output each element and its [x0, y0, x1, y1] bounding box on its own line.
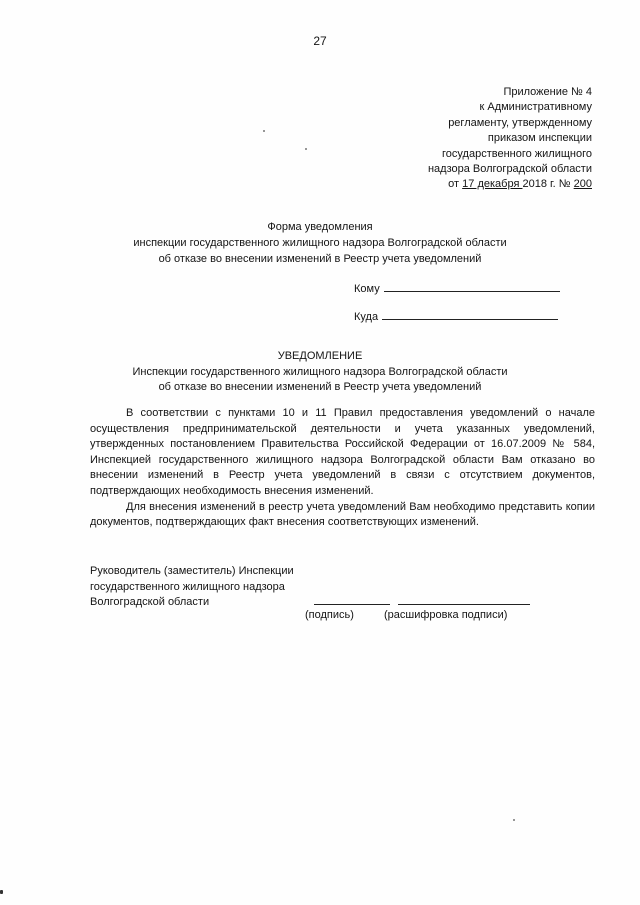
notice-title — [0, 349, 640, 396]
notice-title-line: Инспекции государственного жилищного надзора Волгоградской области — [132, 365, 508, 378]
signer-block — [90, 564, 294, 611]
appendix-line: государственного жилищного — [442, 147, 592, 160]
scan-speck — [513, 819, 515, 821]
page-number: 27 — [313, 34, 327, 48]
appendix-line: приказом инспекции — [487, 132, 592, 145]
signature-blank — [314, 604, 390, 605]
address-field — [354, 309, 558, 323]
recipient-blank — [384, 281, 560, 292]
scan-speck — [263, 130, 265, 132]
notice-title-line: об отказе во внесении изменений в Реестр учета уведомлений — [158, 381, 482, 393]
appendix-line: надзора Волгоградской области — [427, 163, 592, 176]
appendix-header — [428, 85, 592, 193]
order-number: 200 — [573, 178, 592, 191]
notice-body — [90, 406, 595, 531]
body-paragraph: В соответствии с пунктами 10 и 11 Правил предоставления уведомлений о начале осуществления предпринимательской деятельности и учета указанных уведомлений, утвержденных постановлением Правительства Российской Федерации от 16.07.2009 № 584, Инспекцией государственного жилищного надзора Волгоградской области Вам отказано во внесении изменений в Реестр учета уведомлений в связи с отсутствием документов, подтверждающих необходимость внесения изменений. — [90, 407, 595, 497]
form-title — [0, 219, 640, 267]
recipient-label: Кому — [354, 283, 380, 295]
address-label: Куда — [354, 311, 379, 323]
appendix-line: Приложение № 4 — [503, 86, 592, 98]
address-blank — [382, 309, 558, 320]
signature-caption: (подпись) — [305, 609, 354, 621]
scan-speck — [305, 148, 307, 150]
body-paragraph: Для внесения изменений в реестр учета уведомлений Вам необходимо представить копии документов, подтверждающих факт внесения соответствующих изменений. — [90, 500, 595, 529]
form-title-line: об отказе во внесении изменений в Реестр учета уведомлений — [158, 253, 482, 265]
order-date-line — [428, 177, 592, 192]
form-title-line: Форма уведомления — [267, 221, 373, 233]
signer-line: Руководитель (заместитель) Инспекции — [90, 565, 294, 577]
date-prefix: от — [448, 178, 463, 191]
appendix-line: регламенту, утвержденному — [448, 116, 592, 129]
decoding-caption: (расшифровка подписи) — [384, 609, 508, 621]
signer-line: государственного жилищного надзора — [90, 580, 285, 593]
signer-line: Волгоградской области — [90, 596, 210, 609]
decoding-blank — [398, 604, 530, 605]
form-title-line: инспекции государственного жилищного надзора Волгоградской области — [133, 237, 507, 249]
date-suffix: 2018 г. № — [522, 178, 574, 191]
appendix-line: к Административному — [479, 101, 592, 114]
recipient-field — [354, 281, 560, 295]
scan-speck — [0, 890, 3, 894]
notice-heading: УВЕДОМЛЕНИЕ — [277, 350, 363, 362]
order-date: 17 декабря — [462, 178, 523, 191]
